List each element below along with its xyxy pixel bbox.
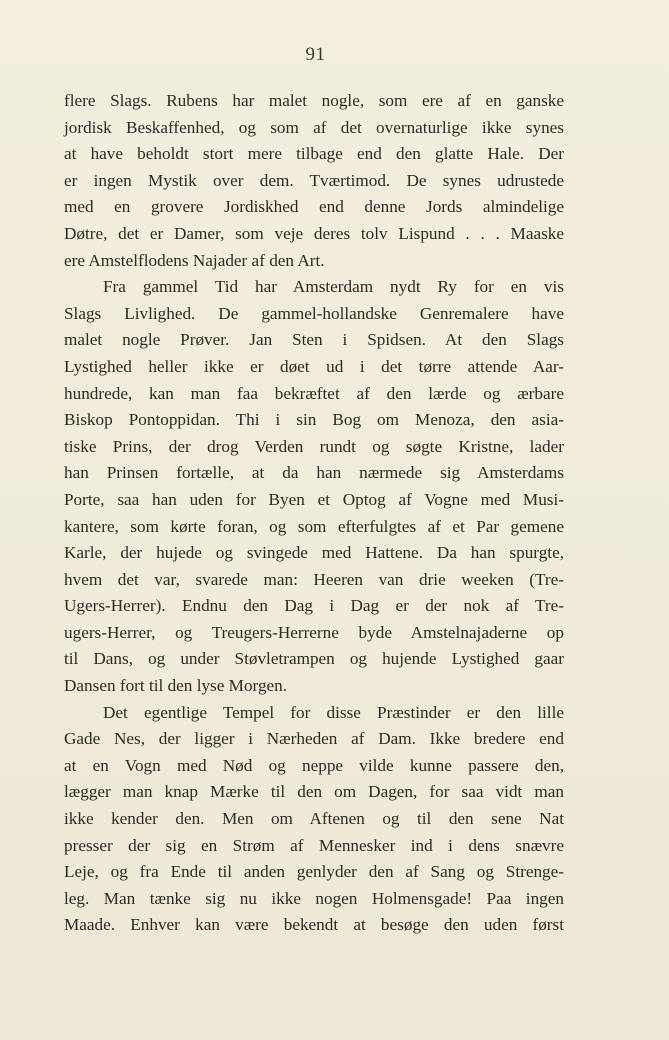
text-line: Dansen fort til den lyse Morgen.: [64, 676, 288, 696]
text-line: ikke kender den. Men om Aftenen og til den sene Nat: [64, 809, 564, 829]
text-line: jordisk Beskaffenhed, og som af det overnaturlige ikke synes: [64, 117, 564, 137]
text-line: Fra gammel Tid har Amsterdam nydt Ry for en vis: [103, 277, 564, 297]
text-line: leg. Man tænke sig nu ikke nogen Holmensgade! Paa ingen: [64, 888, 564, 908]
text-line: at have beholdt stort mere tilbage end den glatte Hale. Der: [64, 144, 564, 164]
text-line: Lystighed heller ikke er døet ud i det tørre attende Aar-: [64, 356, 564, 376]
text-line: Karle, der hujede og svingede med Hattene. Da han spurgte,: [64, 543, 564, 563]
text-line: malet nogle Prøver. Jan Sten i Spidsen. At den Slags: [64, 330, 564, 350]
text-line: at en Vogn med Nød og neppe vilde kunne passere den,: [64, 755, 564, 775]
body-text: [64, 88, 564, 939]
text-line: til Dans, og under Støvletrampen og hujende Lystighed gaar: [64, 649, 564, 669]
text-line: Maade. Enhver kan være bekendt at besøge den uden først: [64, 915, 564, 935]
text-line: han Prinsen fortælle, at da han nærmede sig Amsterdams: [64, 463, 564, 483]
text-line: ere Amstelflodens Najader af den Art.: [64, 250, 325, 270]
text-line: hundrede, kan man faa bekræftet af den lærde og ærbare: [64, 383, 564, 403]
text-line: kantere, som kørte foran, og som efterfulgtes af et Par gemene: [64, 516, 564, 536]
text-line: tiske Prins, der drog Verden rundt og søgte Kristne, lader: [64, 436, 564, 456]
text-line: hvem det var, svarede man: Heeren van drie weeken (Tre-: [64, 569, 564, 589]
text-line: Ugers-Herrer). Endnu den Dag i Dag er der nok af Tre-: [64, 596, 564, 616]
text-line: flere Slags. Rubens har malet nogle, som ere af en ganske: [64, 91, 564, 110]
text-line: er ingen Mystik over dem. Tværtimod. De synes udrustede: [64, 170, 564, 190]
text-line: lægger man knap Mærke til den om Dagen, for saa vidt man: [64, 782, 564, 802]
text-line: Døtre, det er Damer, som veje deres tolv Lispund . . . Maaske: [64, 223, 564, 243]
text-line: Gade Nes, der ligger i Nærheden af Dam. Ikke bredere end: [64, 729, 564, 749]
text-line: Leje, og fra Ende til anden genlyder den af Sang og Strenge-: [64, 862, 564, 882]
text-line: Slags Livlighed. De gammel-hollandske Genremalere have: [64, 303, 564, 323]
page-number: 91: [305, 44, 326, 65]
text-line: Det egentlige Tempel for disse Præstinder er den lille: [103, 702, 564, 722]
text-line: Porte, saa han uden for Byen et Optog af Vogne med Musi-: [64, 489, 564, 509]
text-line: presser der sig en Strøm af Mennesker ind i dens snævre: [64, 835, 564, 855]
text-line: Biskop Pontoppidan. Thi i sin Bog om Menoza, den asia-: [64, 410, 564, 430]
text-line: ugers-Herrer, og Treugers-Herrerne byde Amstelnajaderne op: [64, 622, 564, 642]
text-line: med en grovere Jordiskhed end denne Jords almindelige: [64, 197, 564, 217]
